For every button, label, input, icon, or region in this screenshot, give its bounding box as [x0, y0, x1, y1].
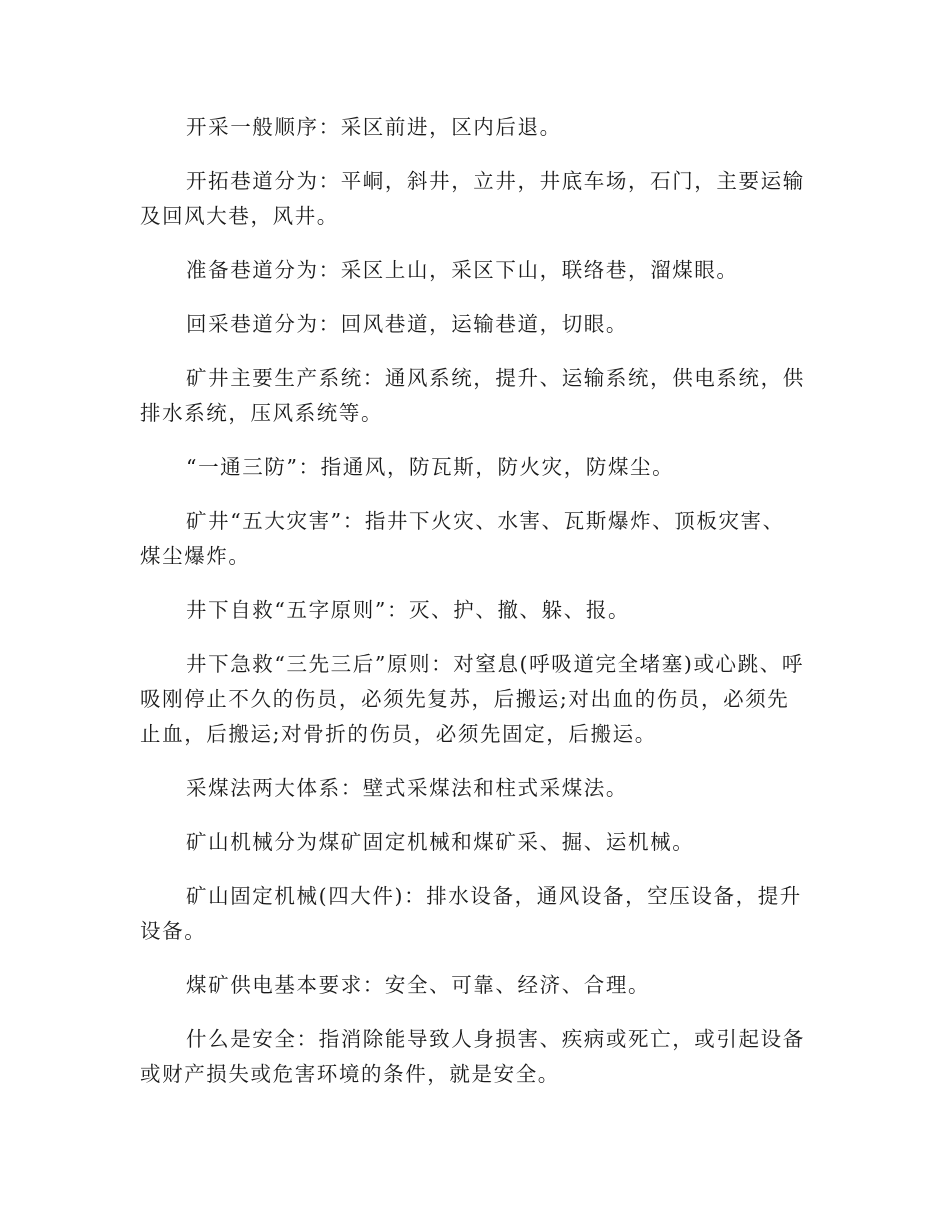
paragraph-one-ventilation-three-prevention: “一通三防”：指通风，防瓦斯，防火灾，防煤尘。 [186, 455, 675, 479]
document-body [140, 110, 805, 1111]
paragraph-development-roadways: 开拓巷道分为：平峒，斜井，立井，井底车场，石门，主要运输及回风大巷，风井。 [140, 169, 805, 228]
paragraph-mining-machinery: 矿山机械分为煤矿固定机械和煤矿采、掘、运机械。 [186, 830, 695, 854]
paragraph-extraction-roadways: 回采巷道分为：回风巷道，运输巷道，切眼。 [186, 312, 628, 336]
paragraph-production-systems: 矿井主要生产系统：通风系统，提升、运输系统，供电系统，供排水系统，压风系统等。 [140, 366, 805, 425]
paragraph-preparation-roadways: 准备巷道分为：采区上山，采区下山，联络巷，溜煤眼。 [186, 258, 739, 282]
paragraph-first-aid-principle: 井下急救“三先三后”原则：对窒息(呼吸道完全堵塞)或心跳、呼吸刚停止不久的伤员，必须先复苏，后搬运;对出血的伤员，必须先止血，后搬运;对骨折的伤员，必须先固定，后搬运。 [140, 652, 804, 746]
paragraph-fixed-machinery: 矿山固定机械(四大件)：排水设备，通风设备，空压设备，提升设备。 [140, 884, 802, 943]
paragraph-safety-definition: 什么是安全：指消除能导致人身损害、疾病或死亡，或引起设备或财产损失或危害环境的条件，就是安全。 [140, 1027, 805, 1086]
paragraph-mining-sequence: 开采一般顺序：采区前进，区内后退。 [186, 115, 562, 139]
paragraph-self-rescue-principle: 井下自救“五字原则”：灭、护、撤、躲、报。 [186, 598, 631, 622]
paragraph-five-disasters: 矿井“五大灾害”：指井下火灾、水害、瓦斯爆炸、顶板灾害、煤尘爆炸。 [140, 509, 785, 568]
paragraph-mining-methods: 采煤法两大体系：壁式采煤法和柱式采煤法。 [186, 776, 628, 800]
paragraph-power-supply: 煤矿供电基本要求：安全、可靠、经济、合理。 [186, 973, 651, 997]
